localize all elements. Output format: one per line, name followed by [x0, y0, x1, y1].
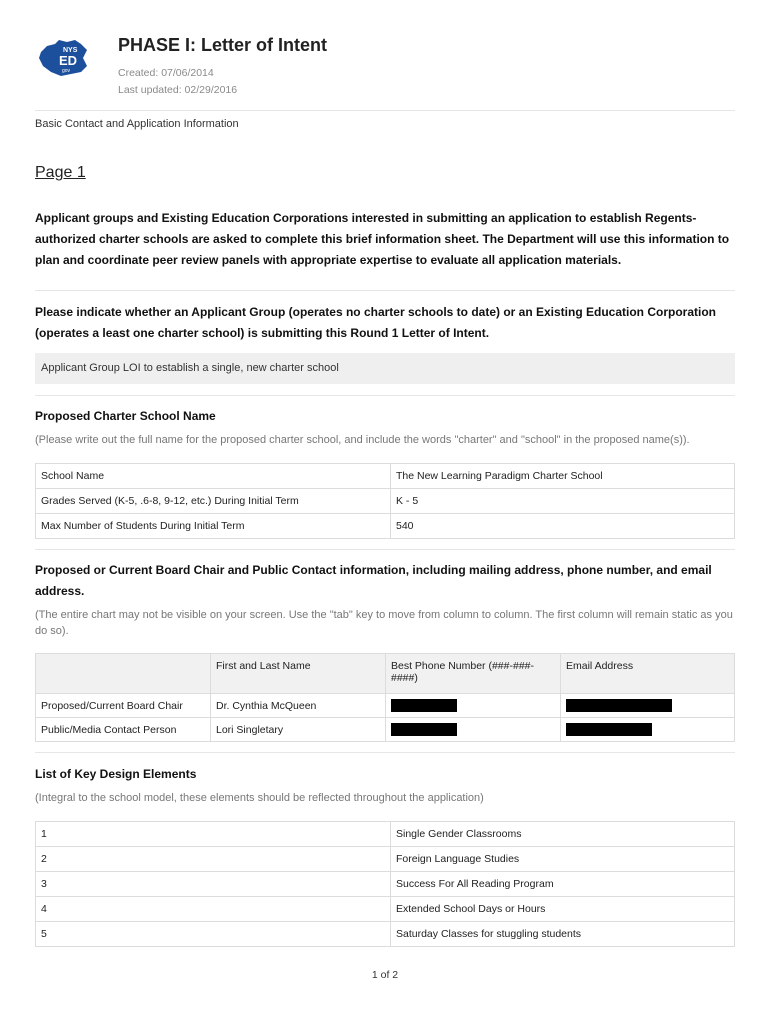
table-row: [36, 897, 735, 922]
element-value: Extended School Days or Hours: [391, 897, 735, 922]
school-name-heading: Proposed Charter School Name: [35, 409, 216, 423]
column-header: Email Address: [561, 654, 735, 694]
logo-text-sub: gov: [62, 68, 71, 74]
table-row: [36, 847, 735, 872]
row-value: The New Learning Paradigm Charter School: [391, 464, 735, 489]
design-elements-table: [35, 821, 735, 947]
table-row: [36, 464, 735, 489]
contact-email: [561, 718, 735, 742]
element-value: Success For All Reading Program: [391, 872, 735, 897]
element-value: Saturday Classes for stuggling students: [391, 922, 735, 947]
contact-phone: [386, 694, 561, 718]
page-heading: Page 1: [35, 164, 86, 181]
divider: [35, 752, 735, 753]
created-date: Created: 07/06/2014: [118, 67, 214, 79]
element-number: 2: [36, 847, 391, 872]
school-info-table: [35, 463, 735, 539]
table-row: [36, 489, 735, 514]
contact-role: Proposed/Current Board Chair: [36, 694, 211, 718]
table-row: [36, 872, 735, 897]
logo-text-main: ED: [59, 53, 78, 68]
contact-role: Public/Media Contact Person: [36, 718, 211, 742]
element-number: 4: [36, 897, 391, 922]
table-row: [36, 514, 735, 539]
element-number: 5: [36, 922, 391, 947]
contacts-table: [35, 653, 735, 742]
column-header: Best Phone Number (###-###-####): [386, 654, 561, 694]
design-elements-heading: List of Key Design Elements: [35, 767, 197, 781]
row-label: Grades Served (K-5, .6-8, 9-12, etc.) During Initial Term: [36, 489, 391, 514]
applicant-type-answer: Applicant Group LOI to establish a single, new charter school: [35, 353, 735, 384]
contacts-note: (The entire chart may not be visible on your screen. Use the "tab" key to move from column to column. The first column will remain static as you do so).: [35, 609, 733, 637]
design-elements-note: (Integral to the school model, these elements should be reflected throughout the application): [35, 792, 484, 804]
table-row: [36, 718, 735, 742]
element-number: 3: [36, 872, 391, 897]
row-value: K - 5: [391, 489, 735, 514]
logo-text-top: NYS: [63, 47, 78, 54]
redaction-bar: [391, 699, 457, 712]
column-header: First and Last Name: [211, 654, 386, 694]
form-subtitle: Basic Contact and Application Information: [35, 118, 239, 130]
table-row: [36, 694, 735, 718]
row-label: Max Number of Students During Initial Term: [36, 514, 391, 539]
element-value: Foreign Language Studies: [391, 847, 735, 872]
school-name-note: (Please write out the full name for the proposed charter school, and include the words "charter" and "school" in the proposed name(s)).: [35, 434, 690, 446]
document-title: PHASE I: Letter of Intent: [118, 35, 328, 55]
contact-name: Dr. Cynthia McQueen: [211, 694, 386, 718]
row-label: School Name: [36, 464, 391, 489]
divider: [35, 549, 735, 550]
redaction-bar: [566, 723, 652, 736]
table-row: [36, 922, 735, 947]
contacts-heading: Proposed or Current Board Chair and Public Contact information, including mailing address, phone number, and email address.: [35, 563, 712, 598]
intro-paragraph: Applicant groups and Existing Education Corporations interested in submitting an application to establish Regents-authorized charter schools are asked to complete this brief information sheet. The Department will use this information to plan and coordinate peer review panels with appropriate expertise to evaluate all application materials.: [35, 211, 730, 267]
element-value: Single Gender Classrooms: [391, 822, 735, 847]
applicant-type-question: Please indicate whether an Applicant Group (operates no charter schools to date) or an Existing Education Corporation (operates a least one charter school) is submitting this Round 1 Letter of Intent.: [35, 305, 716, 340]
divider: [35, 290, 735, 291]
divider: [35, 395, 735, 396]
contact-name: Lori Singletary: [211, 718, 386, 742]
contact-phone: [386, 718, 561, 742]
table-header-row: [36, 654, 735, 694]
column-header: [36, 654, 211, 694]
contact-email: [561, 694, 735, 718]
redaction-bar: [566, 699, 672, 712]
nysed-logo: [37, 38, 93, 78]
divider: [35, 110, 735, 111]
row-value: 540: [391, 514, 735, 539]
table-row: [36, 822, 735, 847]
element-number: 1: [36, 822, 391, 847]
page-number: 1 of 2: [371, 969, 399, 981]
updated-date: Last updated: 02/29/2016: [118, 84, 238, 96]
redaction-bar: [391, 723, 457, 736]
